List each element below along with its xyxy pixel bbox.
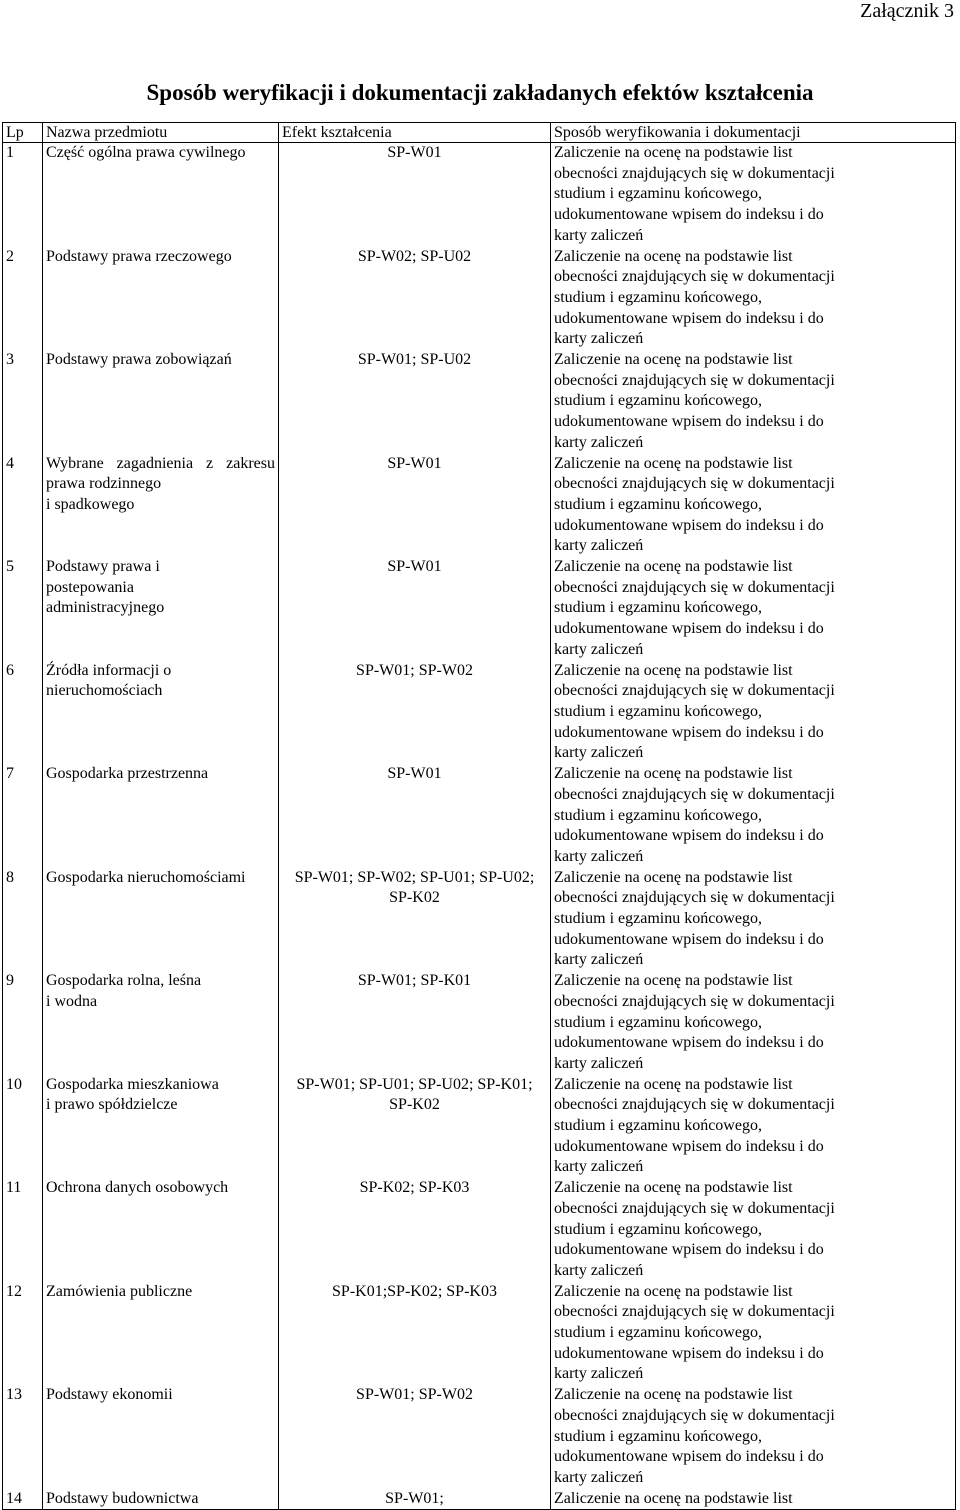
table-header-row <box>3 123 956 143</box>
verification-method-line: studium i egzaminu końcowego, <box>554 806 762 824</box>
verification-method-line: udokumentowane wpisem do indeksu i do <box>554 1448 824 1466</box>
verification-method-line: studium i egzaminu końcowego, <box>554 910 762 928</box>
learning-effect-line: SP-W01 <box>387 558 442 576</box>
learning-effect-line: SP-W01; SP-U01; SP-U02; SP-K01; <box>296 1075 533 1093</box>
verification-method-line: Zaliczenie na ocenę na podstawie list <box>554 1489 793 1507</box>
verification-table <box>2 122 956 1510</box>
verification-method-line: studium i egzaminu końcowego, <box>554 185 762 203</box>
verification-method-line: karty zaliczeń <box>554 226 644 244</box>
cell-lp: 14 <box>3 1489 43 1510</box>
cell-learning-effect <box>279 247 551 351</box>
verification-method-line: udokumentowane wpisem do indeksu i do <box>554 413 824 431</box>
cell-subject-name <box>43 557 279 661</box>
verification-method-line: karty zaliczeń <box>554 330 644 348</box>
subject-name-line: i prawo spółdzielcze <box>46 1096 178 1114</box>
cell-learning-effect <box>279 143 551 247</box>
table-row <box>3 1282 956 1386</box>
cell-learning-effect <box>279 1489 551 1510</box>
table-row <box>3 143 956 247</box>
cell-verification-method <box>551 764 956 868</box>
verification-method-line: udokumentowane wpisem do indeksu i do <box>554 723 824 741</box>
cell-subject-name <box>43 1489 279 1510</box>
learning-effect-line: SP-W01; SP-W02 <box>356 661 473 679</box>
verification-method-line: Zaliczenie na ocenę na podstawie list <box>554 868 793 886</box>
subject-name-line: Gospodarka rolna, leśna <box>46 972 202 990</box>
cell-subject-name <box>43 661 279 765</box>
column-header-method: Sposób weryfikowania i dokumentacji <box>551 123 956 143</box>
cell-lp: 3 <box>3 350 43 454</box>
verification-method-line: studium i egzaminu końcowego, <box>554 1013 762 1031</box>
document-title: Sposób weryfikacji i dokumentacji zakładanych efektów kształcenia <box>146 80 814 105</box>
cell-verification-method <box>551 350 956 454</box>
cell-learning-effect <box>279 1178 551 1282</box>
cell-subject-name <box>43 1282 279 1386</box>
verification-method-line: Zaliczenie na ocenę na podstawie list <box>554 1386 793 1404</box>
cell-verification-method <box>551 661 956 765</box>
cell-subject-name <box>43 1178 279 1282</box>
subject-name-line: Podstawy prawa zobowiązań <box>46 351 232 369</box>
verification-method-line: Zaliczenie na ocenę na podstawie list <box>554 247 793 265</box>
verification-method-line: obecności znajdujących się w dokumentacji <box>554 1303 835 1321</box>
cell-learning-effect <box>279 868 551 972</box>
cell-subject-name <box>43 1385 279 1489</box>
cell-lp: 1 <box>3 143 43 247</box>
learning-effect-line: SP-K02 <box>389 889 440 907</box>
cell-subject-name <box>43 971 279 1075</box>
cell-verification-method <box>551 143 956 247</box>
cell-verification-method <box>551 1075 956 1179</box>
subject-name-line: Podstawy ekonomii <box>46 1386 173 1404</box>
verification-method-line: karty zaliczeń <box>554 1261 644 1279</box>
learning-effect-line: SP-W01; SP-W02; SP-U01; SP-U02; <box>294 868 535 886</box>
verification-method-line: obecności znajdujących się w dokumentacji <box>554 682 835 700</box>
subject-name-line: Podstawy budownictwa <box>46 1489 199 1507</box>
table-row <box>3 868 956 972</box>
verification-method-line: Zaliczenie na ocenę na podstawie list <box>554 1282 793 1300</box>
verification-method-line: studium i egzaminu końcowego, <box>554 288 762 306</box>
cell-learning-effect <box>279 454 551 558</box>
verification-method-line: obecności znajdujących się w dokumentacji <box>554 1199 835 1217</box>
verification-method-line: udokumentowane wpisem do indeksu i do <box>554 309 824 327</box>
subject-name-line: nieruchomościach <box>46 682 163 700</box>
cell-lp: 6 <box>3 661 43 765</box>
verification-method-line: Zaliczenie na ocenę na podstawie list <box>554 661 793 679</box>
column-header-effect: Efekt kształcenia <box>279 123 551 143</box>
verification-method-line: Zaliczenie na ocenę na podstawie list <box>554 972 793 990</box>
cell-verification-method <box>551 557 956 661</box>
table-row <box>3 557 956 661</box>
verification-method-line: obecności znajdujących się w dokumentacji <box>554 268 835 286</box>
verification-method-line: karty zaliczeń <box>554 1158 644 1176</box>
subject-name-line: i wodna <box>46 992 98 1010</box>
cell-lp: 8 <box>3 868 43 972</box>
verification-method-line: obecności znajdujących się w dokumentacji <box>554 1406 835 1424</box>
verification-method-line: udokumentowane wpisem do indeksu i do <box>554 516 824 534</box>
table-row <box>3 764 956 868</box>
cell-verification-method <box>551 971 956 1075</box>
verification-method-line: studium i egzaminu końcowego, <box>554 1220 762 1238</box>
cell-subject-name <box>43 350 279 454</box>
cell-lp: 4 <box>3 454 43 558</box>
learning-effect-line: SP-W01 <box>387 454 442 472</box>
verification-method-line: obecności znajdujących się w dokumentacji <box>554 889 835 907</box>
column-header-subject: Nazwa przedmiotu <box>43 123 279 143</box>
cell-lp: 13 <box>3 1385 43 1489</box>
verification-method-line: udokumentowane wpisem do indeksu i do <box>554 206 824 224</box>
cell-learning-effect <box>279 764 551 868</box>
subject-name-line: Wybrane zagadnienia z zakresu prawa rodzinnego <box>46 454 275 493</box>
learning-effect-line: SP-K02 <box>389 1096 440 1114</box>
learning-effect-line: SP-K02; SP-K03 <box>359 1179 470 1197</box>
verification-method-line: karty zaliczeń <box>554 951 644 969</box>
table-row <box>3 454 956 558</box>
verification-method-line: Zaliczenie na ocenę na podstawie list <box>554 144 793 161</box>
verification-method-line: udokumentowane wpisem do indeksu i do <box>554 1241 824 1259</box>
verification-method-line: Zaliczenie na ocenę na podstawie list <box>554 454 793 472</box>
subject-name-line: Gospodarka przestrzenna <box>46 765 209 783</box>
subject-name-line: Zamówienia publiczne <box>46 1282 193 1300</box>
subject-name-line: Część ogólna prawa cywilnego <box>46 144 246 161</box>
cell-learning-effect <box>279 557 551 661</box>
verification-method-line: studium i egzaminu końcowego, <box>554 599 762 617</box>
verification-method-line: obecności znajdujących się w dokumentacji <box>554 785 835 803</box>
verification-method-line: studium i egzaminu końcowego, <box>554 1427 762 1445</box>
verification-method-line: Zaliczenie na ocenę na podstawie list <box>554 351 793 369</box>
verification-method-line: studium i egzaminu końcowego, <box>554 495 762 513</box>
verification-method-line: karty zaliczeń <box>554 1469 644 1486</box>
verification-method-line: Zaliczenie na ocenę na podstawie list <box>554 1179 793 1197</box>
learning-effect-line: SP-W01; SP-U02 <box>357 351 472 369</box>
verification-method-line: udokumentowane wpisem do indeksu i do <box>554 1344 824 1362</box>
verification-method-line: udokumentowane wpisem do indeksu i do <box>554 827 824 845</box>
subject-name-line: Źródła informacji o <box>46 661 172 679</box>
verification-method-line: obecności znajdujących się w dokumentacji <box>554 992 835 1010</box>
verification-method-line: karty zaliczeń <box>554 640 644 658</box>
cell-learning-effect <box>279 1075 551 1179</box>
verification-method-line: udokumentowane wpisem do indeksu i do <box>554 620 824 638</box>
subject-name-line: Podstawy prawa i <box>46 558 160 576</box>
verification-method-line: Zaliczenie na ocenę na podstawie list <box>554 558 793 576</box>
cell-subject-name <box>43 454 279 558</box>
verification-method-line: obecności znajdujących się w dokumentacji <box>554 578 835 596</box>
subject-name-line: administracyjnego <box>46 599 165 617</box>
cell-subject-name <box>43 247 279 351</box>
verification-method-line: karty zaliczeń <box>554 1054 644 1072</box>
verification-method-line: obecności znajdujących się w dokumentacji <box>554 475 835 493</box>
verification-method-line: udokumentowane wpisem do indeksu i do <box>554 1137 824 1155</box>
verification-method-line: obecności znajdujących się w dokumentacji <box>554 164 835 182</box>
cell-learning-effect <box>279 971 551 1075</box>
cell-verification-method <box>551 1178 956 1282</box>
column-header-lp: Lp <box>3 123 43 143</box>
cell-subject-name <box>43 143 279 247</box>
cell-verification-method <box>551 1489 956 1510</box>
verification-method-line: obecności znajdujących się w dokumentacji <box>554 1096 835 1114</box>
verification-method-line: studium i egzaminu końcowego, <box>554 392 762 410</box>
verification-method-line: studium i egzaminu końcowego, <box>554 1324 762 1342</box>
subject-name-line: i spadkowego <box>46 495 135 513</box>
subject-name-line: postepowania <box>46 578 134 596</box>
cell-verification-method <box>551 868 956 972</box>
cell-verification-method <box>551 454 956 558</box>
cell-lp: 10 <box>3 1075 43 1179</box>
cell-verification-method <box>551 1385 956 1489</box>
cell-lp: 5 <box>3 557 43 661</box>
learning-effect-line: SP-W01 <box>387 144 442 161</box>
attachment-label: Załącznik 3 <box>860 0 954 22</box>
learning-effect-line: SP-W02; SP-U02 <box>357 247 472 265</box>
learning-effect-line: SP-W01; SP-K01 <box>357 972 472 990</box>
verification-method-line: udokumentowane wpisem do indeksu i do <box>554 1034 824 1052</box>
cell-lp: 12 <box>3 1282 43 1386</box>
subject-name-line: Gospodarka nieruchomościami <box>46 868 246 886</box>
cell-verification-method <box>551 247 956 351</box>
cell-lp: 2 <box>3 247 43 351</box>
verification-method-line: Zaliczenie na ocenę na podstawie list <box>554 1075 793 1093</box>
cell-learning-effect <box>279 661 551 765</box>
verification-method-line: karty zaliczeń <box>554 847 644 865</box>
learning-effect-line: SP-W01 <box>387 765 442 783</box>
subject-name-line: Podstawy prawa rzeczowego <box>46 247 232 265</box>
table-row <box>3 1489 956 1510</box>
verification-method-line: karty zaliczeń <box>554 433 644 451</box>
table-row <box>3 247 956 351</box>
learning-effect-line: SP-W01; <box>385 1489 444 1507</box>
table-row <box>3 1075 956 1179</box>
cell-learning-effect <box>279 1282 551 1386</box>
table-row <box>3 661 956 765</box>
verification-method-line: karty zaliczeń <box>554 744 644 762</box>
table-row <box>3 1385 956 1489</box>
cell-learning-effect <box>279 350 551 454</box>
subject-name-line: Gospodarka mieszkaniowa <box>46 1075 219 1093</box>
cell-subject-name <box>43 764 279 868</box>
verification-method-line: karty zaliczeń <box>554 1365 644 1383</box>
verification-method-line: karty zaliczeń <box>554 537 644 555</box>
cell-lp: 11 <box>3 1178 43 1282</box>
table-row <box>3 971 956 1075</box>
verification-method-line: obecności znajdujących się w dokumentacji <box>554 371 835 389</box>
table-row <box>3 350 956 454</box>
learning-effect-line: SP-K01;SP-K02; SP-K03 <box>332 1282 497 1300</box>
cell-lp: 7 <box>3 764 43 868</box>
verification-method-line: studium i egzaminu końcowego, <box>554 702 762 720</box>
cell-verification-method <box>551 1282 956 1386</box>
verification-method-line: Zaliczenie na ocenę na podstawie list <box>554 765 793 783</box>
subject-name-line: Ochrona danych osobowych <box>46 1179 229 1197</box>
table-body <box>3 143 956 1510</box>
table-row <box>3 1178 956 1282</box>
cell-subject-name <box>43 868 279 972</box>
learning-effect-line: SP-W01; SP-W02 <box>356 1386 473 1404</box>
cell-learning-effect <box>279 1385 551 1489</box>
verification-method-line: studium i egzaminu końcowego, <box>554 1117 762 1135</box>
verification-method-line: udokumentowane wpisem do indeksu i do <box>554 930 824 948</box>
cell-lp: 9 <box>3 971 43 1075</box>
cell-subject-name <box>43 1075 279 1179</box>
